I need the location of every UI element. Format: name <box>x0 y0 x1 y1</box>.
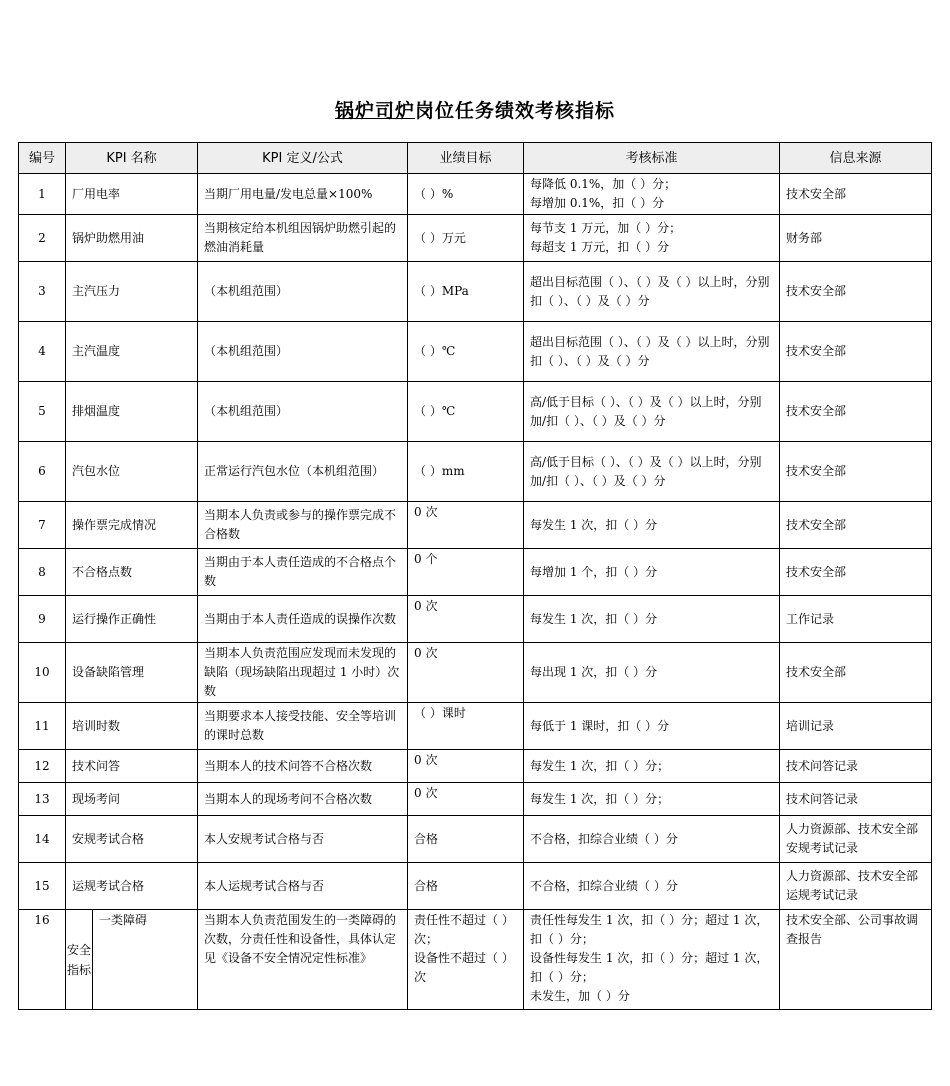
table-row <box>19 215 932 262</box>
table-row <box>19 783 932 816</box>
row-no: 10 <box>19 643 66 703</box>
row-standard: 不合格，扣综合业绩（ ）分 <box>524 816 780 863</box>
row-standard: 高/低于目标（ ）、（ ）及（ ）以上时，分别加/扣（ ）、（ ）及（ ）分 <box>524 382 780 442</box>
row-source: 工作记录 <box>780 596 932 643</box>
row-source: 技术安全部 <box>780 502 932 549</box>
row-kpi-name: 锅炉助燃用油 <box>66 215 198 262</box>
row-no: 16 <box>19 910 66 1010</box>
row-kpi-definition: 当期由于本人责任造成的不合格点个数 <box>198 549 408 596</box>
table-row <box>19 382 932 442</box>
kpi-table <box>18 142 932 1010</box>
row-no: 13 <box>19 783 66 816</box>
title-rest: 岗位任务绩效考核指标 <box>415 100 616 122</box>
row-target: （ ）万元 <box>408 215 524 262</box>
row-target: 0 次 <box>408 783 524 816</box>
row-target: （ ）课时 <box>408 703 524 750</box>
row-target: 0 次 <box>408 643 524 703</box>
row-kpi-name: 汽包水位 <box>66 442 198 502</box>
row-standard: 每发生 1 次，扣（ ）分； <box>524 750 780 783</box>
row-standard: 每低于 1 课时，扣（ ）分 <box>524 703 780 750</box>
table-row <box>19 596 932 643</box>
row-kpi-name: 现场考问 <box>66 783 198 816</box>
row-kpi-name: 运规考试合格 <box>66 863 198 910</box>
row-source: 人力资源部、技术安全部运规考试记录 <box>780 863 932 910</box>
row-standard: 每发生 1 次，扣（ ）分 <box>524 502 780 549</box>
table-row <box>19 174 932 215</box>
row-source: 技术安全部 <box>780 322 932 382</box>
table-row <box>19 816 932 863</box>
row-kpi-name: 技术问答 <box>66 750 198 783</box>
title-underlined-part: 锅炉司炉 <box>334 100 415 122</box>
row-no: 9 <box>19 596 66 643</box>
table-row <box>19 643 932 703</box>
row-no: 6 <box>19 442 66 502</box>
row-target: （ ）℃ <box>408 322 524 382</box>
row-source: 技术安全部 <box>780 643 932 703</box>
row-source: 技术安全部 <box>780 262 932 322</box>
row-kpi-definition: 正常运行汽包水位（本机组范围） <box>198 442 408 502</box>
row-target: 责任性不超过（ ）次； 设备性不超过（ ）次 <box>408 910 524 1010</box>
row-no: 8 <box>19 549 66 596</box>
row-kpi-name: 运行操作正确性 <box>66 596 198 643</box>
row-source: 技术安全部、公司事故调查报告 <box>780 910 932 1010</box>
row-no: 7 <box>19 502 66 549</box>
row-target: 0 次 <box>408 596 524 643</box>
row-source: 财务部 <box>780 215 932 262</box>
table-row <box>19 549 932 596</box>
row-kpi-definition: （本机组范围） <box>198 262 408 322</box>
header-standard: 考核标准 <box>524 143 780 174</box>
row-no: 5 <box>19 382 66 442</box>
row-kpi-definition: （本机组范围） <box>198 382 408 442</box>
row-standard: 不合格，扣综合业绩（ ）分 <box>524 863 780 910</box>
row-standard: 高/低于目标（ ）、（ ）及（ ）以上时，分别加/扣（ ）、（ ）及（ ）分 <box>524 442 780 502</box>
table-header-row <box>19 143 932 174</box>
row-kpi-definition: 当期本人负责范围应发现而未发现的缺陷（现场缺陷出现超过 1 小时）次数 <box>198 643 408 703</box>
row-target: 0 次 <box>408 750 524 783</box>
row-target: 0 个 <box>408 549 524 596</box>
row-kpi-name: 主汽温度 <box>66 322 198 382</box>
row-kpi-definition: 当期本人的现场考问不合格次数 <box>198 783 408 816</box>
row-no: 12 <box>19 750 66 783</box>
row-standard: 每发生 1 次，扣（ ）分 <box>524 596 780 643</box>
row-source: 培训记录 <box>780 703 932 750</box>
row-source: 技术安全部 <box>780 382 932 442</box>
row-kpi-definition: 当期由于本人责任造成的误操作次数 <box>198 596 408 643</box>
row-target: （ ）MPa <box>408 262 524 322</box>
row-no: 2 <box>19 215 66 262</box>
row-source: 技术安全部 <box>780 174 932 215</box>
row-target: 合格 <box>408 816 524 863</box>
row-kpi-definition: （本机组范围） <box>198 322 408 382</box>
table-body <box>19 174 932 1010</box>
row-standard: 责任性每发生 1 次，扣（ ）分；超过 1 次，扣（ ）分； 设备性每发生 1 次，扣（ ）分；超过 1 次，扣（ ）分； 未发生，加（ ）分 <box>524 910 780 1010</box>
row-standard: 每降低 0.1%，加（ ）分； 每增加 0.1%，扣（ ）分 <box>524 174 780 215</box>
row-source: 人力资源部、技术安全部安规考试记录 <box>780 816 932 863</box>
row-kpi-name: 不合格点数 <box>66 549 198 596</box>
header-kpi-definition: KPI 定义/公式 <box>198 143 408 174</box>
row-no: 11 <box>19 703 66 750</box>
row-no: 3 <box>19 262 66 322</box>
row-kpi-definition: 当期核定给本机组因锅炉助燃引起的燃油消耗量 <box>198 215 408 262</box>
row-kpi-name: 安规考试合格 <box>66 816 198 863</box>
row-target: 0 次 <box>408 502 524 549</box>
safety-group-label: 安全指标 <box>66 910 93 1010</box>
table-row <box>19 502 932 549</box>
table-row <box>19 910 932 1010</box>
row-kpi-definition: 本人运规考试合格与否 <box>198 863 408 910</box>
table-row <box>19 863 932 910</box>
row-kpi-definition: 当期本人负责或参与的操作票完成不合格数 <box>198 502 408 549</box>
row-no: 15 <box>19 863 66 910</box>
row-source: 技术问答记录 <box>780 750 932 783</box>
table-row <box>19 442 932 502</box>
row-source: 技术安全部 <box>780 442 932 502</box>
row-kpi-definition: 当期本人的技术问答不合格次数 <box>198 750 408 783</box>
row-kpi-name: 主汽压力 <box>66 262 198 322</box>
row-target: （ ）% <box>408 174 524 215</box>
row-kpi-name: 设备缺陷管理 <box>66 643 198 703</box>
row-kpi-definition: 本人安规考试合格与否 <box>198 816 408 863</box>
header-kpi-name: KPI 名称 <box>66 143 198 174</box>
header-target: 业绩目标 <box>408 143 524 174</box>
row-target: （ ）mm <box>408 442 524 502</box>
header-no: 编号 <box>19 143 66 174</box>
table-row <box>19 703 932 750</box>
row-standard: 每增加 1 个，扣（ ）分 <box>524 549 780 596</box>
row-standard: 超出目标范围（ ）、（ ）及（ ）以上时，分别扣（ ）、（ ）及（ ）分 <box>524 322 780 382</box>
row-kpi-name: 培训时数 <box>66 703 198 750</box>
row-no: 14 <box>19 816 66 863</box>
row-kpi-name: 厂用电率 <box>66 174 198 215</box>
row-no: 4 <box>19 322 66 382</box>
row-source: 技术安全部 <box>780 549 932 596</box>
row-kpi-definition: 当期要求本人接受技能、安全等培训的课时总数 <box>198 703 408 750</box>
row-standard: 每出现 1 次，扣（ ）分 <box>524 643 780 703</box>
row-kpi-name: 排烟温度 <box>66 382 198 442</box>
row-target: 合格 <box>408 863 524 910</box>
page-title <box>0 96 950 123</box>
row-target: （ ）℃ <box>408 382 524 442</box>
row-standard: 每发生 1 次，扣（ ）分； <box>524 783 780 816</box>
row-no: 1 <box>19 174 66 215</box>
header-source: 信息来源 <box>780 143 932 174</box>
row-kpi-name: 操作票完成情况 <box>66 502 198 549</box>
table-row <box>19 262 932 322</box>
row-standard: 超出目标范围（ ）、（ ）及（ ）以上时，分别扣（ ）、（ ）及（ ）分 <box>524 262 780 322</box>
table-row <box>19 322 932 382</box>
row-kpi-name: 一类障碍 <box>93 910 198 1010</box>
row-standard: 每节支 1 万元，加（ ）分； 每超支 1 万元，扣（ ）分 <box>524 215 780 262</box>
row-source: 技术问答记录 <box>780 783 932 816</box>
row-kpi-definition: 当期本人负责范围发生的一类障碍的次数，分责任性和设备性，具体认定见《设备不安全情况定性标准》 <box>198 910 408 1010</box>
table-row <box>19 750 932 783</box>
row-kpi-definition: 当期厂用电量/发电总量×100% <box>198 174 408 215</box>
